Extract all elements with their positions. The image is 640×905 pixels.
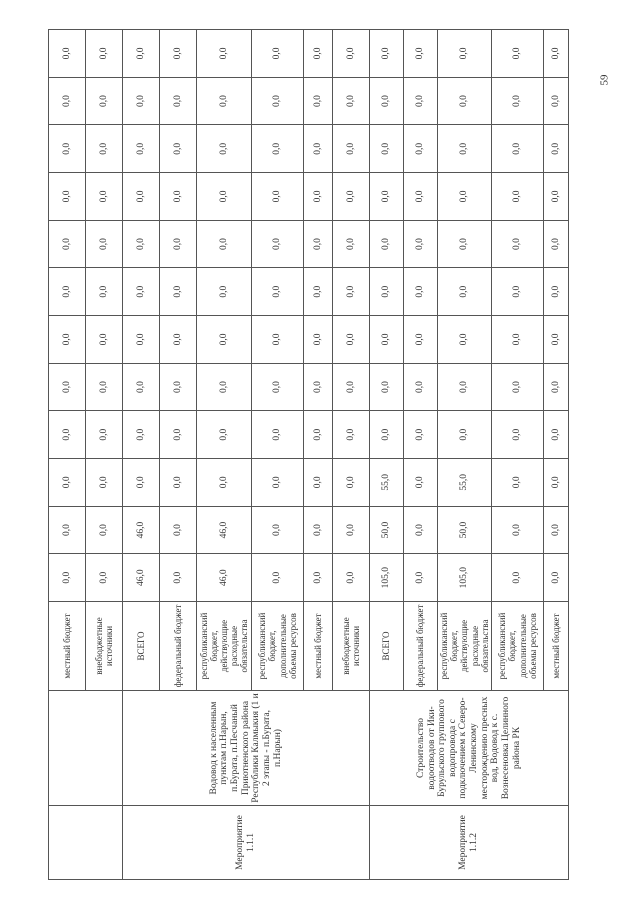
- value-cell: 0,0: [252, 125, 304, 173]
- value-cell: 105,0: [438, 554, 492, 602]
- value-cell: 0,0: [252, 554, 304, 602]
- value-cell: 0,0: [492, 125, 544, 173]
- value-cell: 0,0: [252, 363, 304, 411]
- value-cell: 0,0: [544, 506, 569, 554]
- activity-code-cell: [49, 806, 123, 880]
- value-cell: 0,0: [492, 411, 544, 459]
- value-cell: 46,0: [197, 506, 252, 554]
- value-cell: 0,0: [123, 268, 160, 316]
- activity-code-cell: Мероприятие 1.1.1: [123, 806, 370, 880]
- value-cell: 0,0: [544, 411, 569, 459]
- value-cell: 55,0: [370, 459, 404, 507]
- value-cell: 55,0: [438, 459, 492, 507]
- value-cell: 0,0: [370, 77, 404, 125]
- value-cell: 0,0: [438, 411, 492, 459]
- value-cell: 0,0: [49, 77, 86, 125]
- value-cell: 0,0: [86, 268, 123, 316]
- value-cell: 0,0: [252, 268, 304, 316]
- value-cell: 0,0: [544, 173, 569, 221]
- value-cell: 0,0: [404, 77, 438, 125]
- value-cell: 0,0: [49, 268, 86, 316]
- value-cell: 0,0: [333, 30, 370, 78]
- value-cell: 0,0: [304, 363, 333, 411]
- activity-name-cell: [49, 691, 123, 806]
- value-cell: 0,0: [492, 173, 544, 221]
- value-cell: 0,0: [544, 554, 569, 602]
- value-cell: 0,0: [370, 363, 404, 411]
- value-cell: 0,0: [123, 363, 160, 411]
- value-cell: 0,0: [86, 77, 123, 125]
- source-cell: ВСЕГО: [123, 602, 160, 691]
- value-cell: 0,0: [370, 220, 404, 268]
- value-cell: 0,0: [304, 268, 333, 316]
- value-cell: 0,0: [304, 77, 333, 125]
- value-cell: 0,0: [492, 506, 544, 554]
- value-cell: 0,0: [197, 459, 252, 507]
- source-cell: республиканский бюджет, дополнительные объемы ресурсов: [492, 602, 544, 691]
- value-cell: 0,0: [160, 363, 197, 411]
- value-cell: 0,0: [252, 506, 304, 554]
- value-cell: 0,0: [86, 125, 123, 173]
- value-cell: 0,0: [333, 459, 370, 507]
- value-cell: 0,0: [404, 363, 438, 411]
- value-cell: 0,0: [123, 173, 160, 221]
- value-cell: 105,0: [370, 554, 404, 602]
- value-cell: 0,0: [438, 268, 492, 316]
- value-cell: 0,0: [370, 125, 404, 173]
- value-cell: 0,0: [492, 77, 544, 125]
- value-cell: 0,0: [304, 30, 333, 78]
- value-cell: 0,0: [544, 363, 569, 411]
- table-row: [123, 30, 160, 880]
- value-cell: 0,0: [404, 220, 438, 268]
- value-cell: 0,0: [160, 459, 197, 507]
- value-cell: 0,0: [160, 411, 197, 459]
- value-cell: 0,0: [492, 220, 544, 268]
- value-cell: 0,0: [197, 173, 252, 221]
- value-cell: 0,0: [252, 411, 304, 459]
- value-cell: 0,0: [370, 411, 404, 459]
- activity-name-cell: Строительство водоотводов от Ики-Бурульского группового водопровода с подключением к Северо-Ленинскому месторождению пресных вод, Водовод к с. Вознесеновка Целинного района РК: [370, 691, 569, 806]
- value-cell: 0,0: [370, 268, 404, 316]
- source-cell: ВСЕГО: [370, 602, 404, 691]
- value-cell: 0,0: [304, 125, 333, 173]
- value-cell: 0,0: [404, 459, 438, 507]
- value-cell: 0,0: [304, 316, 333, 364]
- value-cell: 0,0: [404, 506, 438, 554]
- value-cell: 0,0: [370, 316, 404, 364]
- value-cell: 0,0: [438, 30, 492, 78]
- value-cell: 0,0: [404, 30, 438, 78]
- value-cell: 0,0: [49, 411, 86, 459]
- value-cell: 0,0: [544, 316, 569, 364]
- value-cell: 46,0: [123, 506, 160, 554]
- value-cell: 0,0: [544, 220, 569, 268]
- value-cell: 0,0: [197, 363, 252, 411]
- value-cell: 50,0: [370, 506, 404, 554]
- value-cell: 0,0: [86, 506, 123, 554]
- value-cell: 0,0: [86, 554, 123, 602]
- activity-name-cell: Водовод к населенным пунктам п.Нарын, п.Бурата, п.Песчаный Приютненского района Республики Калмыкия (1 и 2 этапы - п.Бурата, п.Нарын): [123, 691, 370, 806]
- value-cell: 0,0: [160, 316, 197, 364]
- value-cell: 0,0: [438, 125, 492, 173]
- value-cell: 0,0: [123, 411, 160, 459]
- value-cell: 0,0: [492, 30, 544, 78]
- value-cell: 0,0: [492, 316, 544, 364]
- value-cell: 0,0: [49, 125, 86, 173]
- value-cell: 0,0: [438, 220, 492, 268]
- value-cell: 0,0: [123, 125, 160, 173]
- value-cell: 0,0: [86, 173, 123, 221]
- value-cell: 0,0: [252, 77, 304, 125]
- value-cell: 0,0: [160, 125, 197, 173]
- value-cell: 0,0: [404, 125, 438, 173]
- value-cell: 0,0: [304, 411, 333, 459]
- value-cell: 0,0: [86, 30, 123, 78]
- value-cell: 0,0: [544, 125, 569, 173]
- value-cell: 0,0: [492, 554, 544, 602]
- value-cell: 0,0: [438, 363, 492, 411]
- value-cell: 0,0: [197, 268, 252, 316]
- value-cell: 0,0: [86, 220, 123, 268]
- value-cell: 0,0: [123, 77, 160, 125]
- value-cell: 0,0: [404, 316, 438, 364]
- source-cell: республиканский бюджет, дополнительные объемы ресурсов: [252, 602, 304, 691]
- value-cell: 0,0: [438, 173, 492, 221]
- value-cell: 0,0: [160, 554, 197, 602]
- value-cell: 0,0: [333, 173, 370, 221]
- value-cell: 0,0: [49, 173, 86, 221]
- value-cell: 0,0: [304, 459, 333, 507]
- value-cell: 0,0: [160, 77, 197, 125]
- value-cell: 0,0: [333, 316, 370, 364]
- value-cell: 0,0: [333, 220, 370, 268]
- value-cell: 0,0: [252, 459, 304, 507]
- value-cell: 0,0: [333, 268, 370, 316]
- value-cell: 0,0: [333, 506, 370, 554]
- source-cell: республиканский бюджет, действующие расходные обязательства: [197, 602, 252, 691]
- value-cell: 0,0: [333, 411, 370, 459]
- value-cell: 46,0: [123, 554, 160, 602]
- activity-code-cell: Мероприятие 1.1.2: [370, 806, 569, 880]
- source-cell: внебюджетные источники: [86, 602, 123, 691]
- value-cell: 46,0: [197, 554, 252, 602]
- value-cell: 0,0: [123, 316, 160, 364]
- value-cell: 0,0: [252, 220, 304, 268]
- value-cell: 0,0: [86, 459, 123, 507]
- value-cell: 0,0: [252, 30, 304, 78]
- funding-table-body: [49, 30, 569, 880]
- value-cell: 0,0: [304, 506, 333, 554]
- value-cell: 50,0: [438, 506, 492, 554]
- value-cell: 0,0: [333, 554, 370, 602]
- value-cell: 0,0: [49, 316, 86, 364]
- value-cell: 0,0: [197, 220, 252, 268]
- source-cell: внебюджетные источники: [333, 602, 370, 691]
- value-cell: 0,0: [544, 459, 569, 507]
- value-cell: 0,0: [160, 506, 197, 554]
- value-cell: 0,0: [370, 30, 404, 78]
- page-number: 59: [598, 74, 611, 86]
- value-cell: 0,0: [86, 363, 123, 411]
- value-cell: 0,0: [544, 268, 569, 316]
- rotated-table-wrapper: [48, 30, 568, 880]
- source-cell: местный бюджет: [49, 602, 86, 691]
- value-cell: 0,0: [49, 554, 86, 602]
- value-cell: 0,0: [123, 220, 160, 268]
- value-cell: 0,0: [544, 30, 569, 78]
- table-row: [49, 30, 86, 880]
- value-cell: 0,0: [197, 30, 252, 78]
- value-cell: 0,0: [123, 30, 160, 78]
- value-cell: 0,0: [49, 30, 86, 78]
- value-cell: 0,0: [492, 459, 544, 507]
- value-cell: 0,0: [544, 77, 569, 125]
- value-cell: 0,0: [438, 316, 492, 364]
- value-cell: 0,0: [197, 77, 252, 125]
- table-row: [370, 30, 404, 880]
- value-cell: 0,0: [160, 268, 197, 316]
- value-cell: 0,0: [123, 459, 160, 507]
- value-cell: 0,0: [438, 77, 492, 125]
- value-cell: 0,0: [304, 554, 333, 602]
- value-cell: 0,0: [404, 554, 438, 602]
- value-cell: 0,0: [160, 30, 197, 78]
- value-cell: 0,0: [333, 77, 370, 125]
- value-cell: 0,0: [404, 268, 438, 316]
- value-cell: 0,0: [333, 125, 370, 173]
- value-cell: 0,0: [304, 173, 333, 221]
- value-cell: 0,0: [197, 411, 252, 459]
- value-cell: 0,0: [304, 220, 333, 268]
- source-cell: федеральный бюджет: [404, 602, 438, 691]
- source-cell: местный бюджет: [304, 602, 333, 691]
- value-cell: 0,0: [404, 411, 438, 459]
- value-cell: 0,0: [370, 173, 404, 221]
- value-cell: 0,0: [252, 173, 304, 221]
- value-cell: 0,0: [492, 363, 544, 411]
- value-cell: 0,0: [49, 506, 86, 554]
- value-cell: 0,0: [197, 125, 252, 173]
- value-cell: 0,0: [49, 220, 86, 268]
- value-cell: 0,0: [252, 316, 304, 364]
- funding-table: [48, 29, 569, 880]
- value-cell: 0,0: [49, 459, 86, 507]
- value-cell: 0,0: [160, 220, 197, 268]
- value-cell: 0,0: [197, 316, 252, 364]
- source-cell: федеральный бюджет: [160, 602, 197, 691]
- value-cell: 0,0: [492, 268, 544, 316]
- value-cell: 0,0: [86, 316, 123, 364]
- source-cell: местный бюджет: [544, 602, 569, 691]
- value-cell: 0,0: [49, 363, 86, 411]
- value-cell: 0,0: [86, 411, 123, 459]
- value-cell: 0,0: [160, 173, 197, 221]
- value-cell: 0,0: [333, 363, 370, 411]
- source-cell: республиканский бюджет, действующие расходные обязательства: [438, 602, 492, 691]
- value-cell: 0,0: [404, 173, 438, 221]
